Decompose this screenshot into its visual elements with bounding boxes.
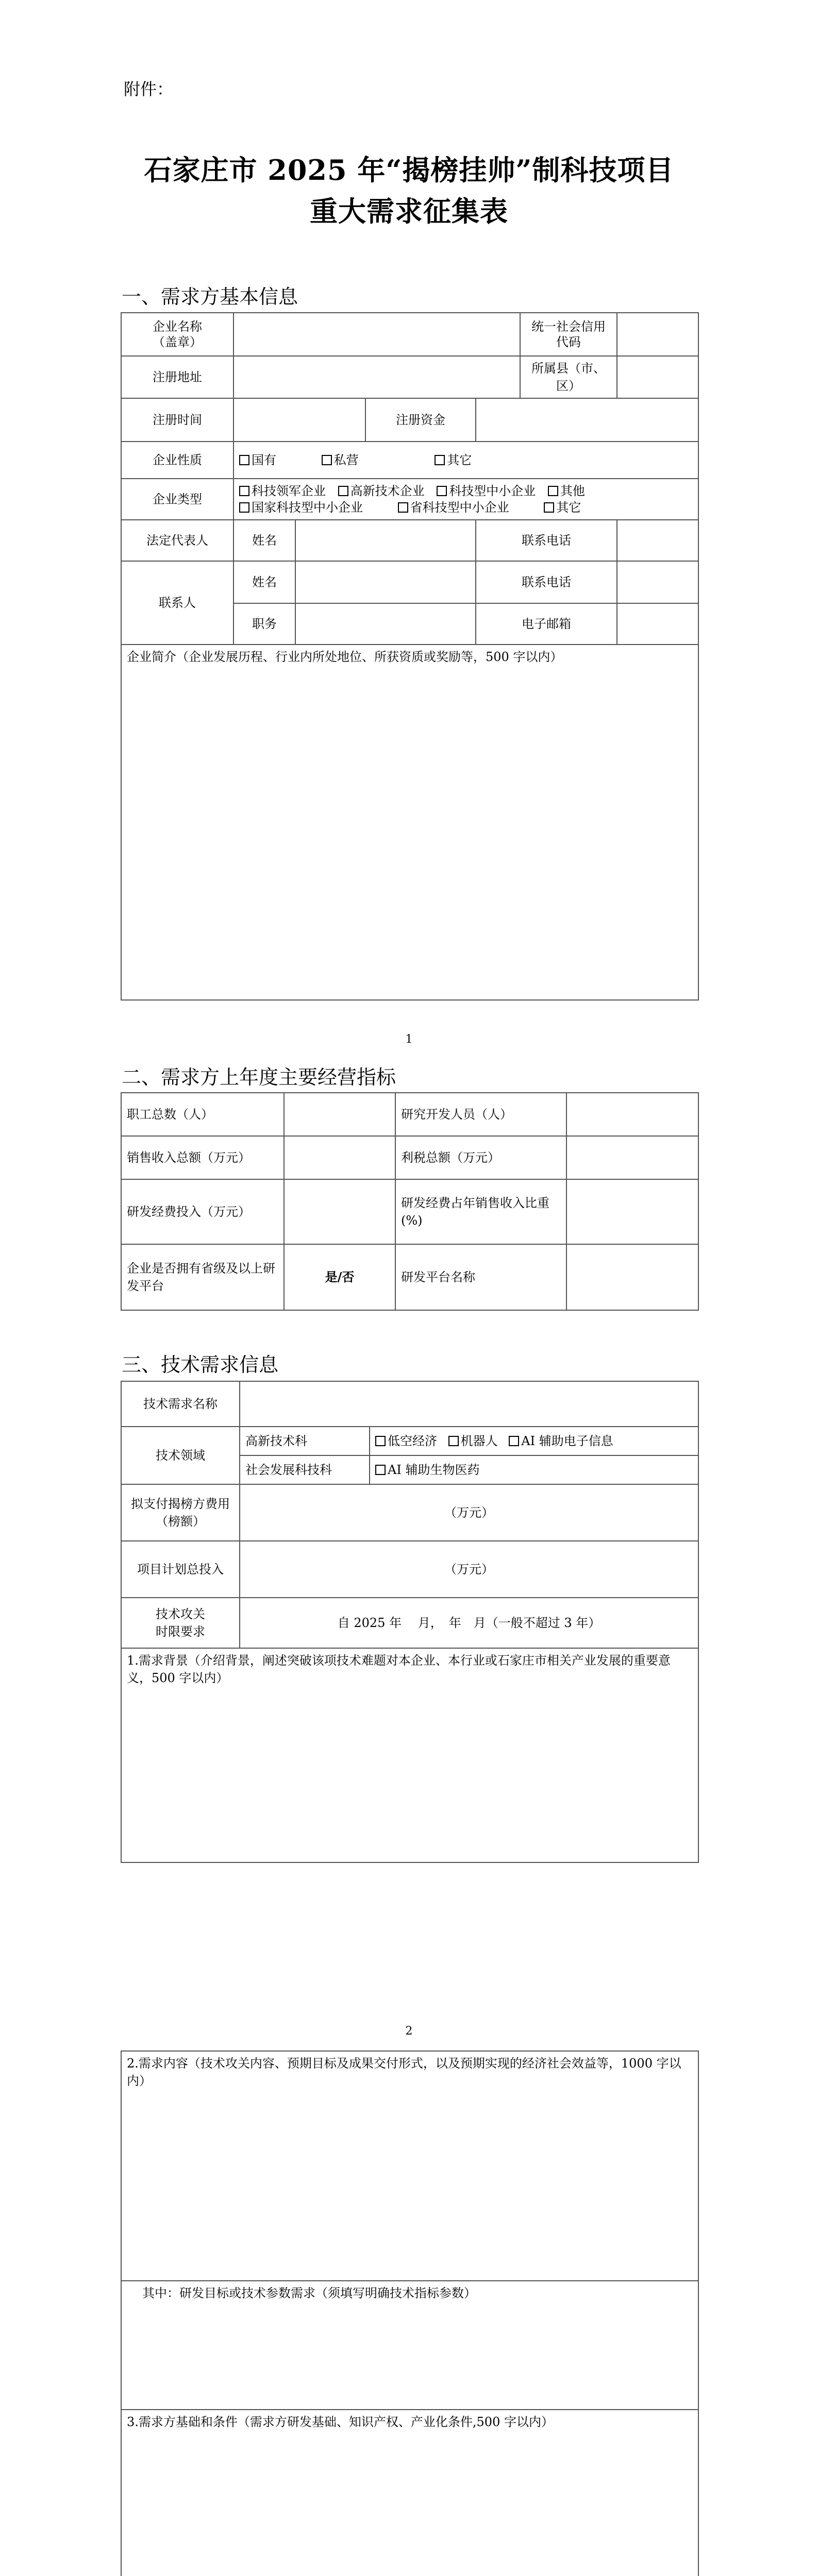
nature-option-state[interactable]: 国有 [239, 453, 276, 467]
yes-no-field[interactable]: 是/否 [284, 1244, 395, 1310]
type-option-provincial-sme[interactable]: 省科技型中小企业 [398, 500, 509, 515]
rd-input-field[interactable] [284, 1179, 395, 1244]
checkbox-icon [322, 455, 332, 465]
basis-field[interactable]: 3.需求方基础和条件（需求方研发基础、知识产权、产业化条件,500 字以内） [121, 2410, 698, 2576]
rd-ratio-label: 研发经费占年销售收入比重(%) [395, 1179, 566, 1244]
option-robot[interactable]: 机器人 [448, 1434, 498, 1448]
fee-label: 拟支付揭榜方费用（榜额） [121, 1484, 240, 1541]
contact-label: 联系人 [121, 561, 233, 645]
tech-demand-table [121, 1381, 699, 1863]
social-options [370, 1455, 698, 1484]
attachment-label: 附件： [124, 79, 174, 99]
deadline-label: 技术攻关 时限要求 [121, 1598, 240, 1648]
tax-label: 利税总额（万元） [395, 1136, 566, 1179]
basic-info-table [121, 312, 699, 1001]
demand-name-label: 技术需求名称 [121, 1381, 240, 1427]
contact-email-label: 电子邮箱 [476, 603, 617, 645]
platform-question-label: 企业是否拥有省级及以上研发平台 [121, 1244, 284, 1310]
type-option-other1[interactable]: 其他 [548, 484, 585, 498]
type-options [233, 479, 698, 520]
page-number-1: 1 [405, 1033, 413, 1046]
reg-address-field[interactable] [233, 356, 520, 398]
checkbox-icon [544, 502, 554, 513]
type-option-hitech[interactable]: 高新技术企业 [338, 484, 425, 498]
checkbox-icon [338, 486, 348, 496]
reg-capital-label: 注册资金 [365, 398, 476, 442]
sales-label: 销售收入总额（万元） [121, 1136, 284, 1179]
sales-field[interactable] [284, 1136, 395, 1179]
tech-field-label: 技术领域 [121, 1427, 240, 1484]
reg-address-label: 注册地址 [121, 356, 233, 398]
company-name-field[interactable] [233, 313, 520, 356]
type-option-sme[interactable]: 科技型中小企业 [437, 484, 536, 498]
checkbox-icon [548, 486, 558, 496]
contact-position-field[interactable] [295, 603, 476, 645]
option-low-altitude[interactable]: 低空经济 [375, 1434, 437, 1448]
nature-options [233, 442, 698, 479]
reg-capital-field[interactable] [476, 398, 698, 442]
type-label: 企业类型 [121, 479, 233, 520]
type-option-leader[interactable]: 科技领军企业 [239, 484, 326, 498]
fee-field[interactable]: （万元） [240, 1484, 698, 1541]
credit-code-label: 统一社会信用代码 [520, 313, 617, 356]
document-title-line2: 重大需求征集表 [310, 195, 508, 228]
staff-field[interactable] [284, 1093, 395, 1136]
demand-content-field[interactable]: 2.需求内容（技术攻关内容、预期目标及成果交付形式，以及预期实现的经济社会效益等，1000 字以内） [121, 2051, 698, 2281]
legal-rep-name-field[interactable] [295, 520, 476, 561]
checkbox-icon [239, 486, 249, 496]
nature-option-private[interactable]: 私营 [322, 453, 359, 467]
contact-name-field[interactable] [295, 561, 476, 603]
rd-staff-field[interactable] [566, 1093, 698, 1136]
checkbox-icon [509, 1436, 519, 1446]
platform-name-field[interactable] [566, 1244, 698, 1310]
legal-rep-phone-label: 联系电话 [476, 520, 617, 561]
demand-name-field[interactable] [240, 1381, 698, 1427]
total-investment-field[interactable]: （万元） [240, 1541, 698, 1598]
rd-input-label: 研发经费投入（万元） [121, 1179, 284, 1244]
contact-position-label: 职务 [233, 603, 295, 645]
indicators-table [121, 1092, 699, 1311]
nature-label: 企业性质 [121, 442, 233, 479]
checkbox-icon [375, 1436, 386, 1446]
reg-time-field[interactable] [233, 398, 365, 442]
rd-ratio-field[interactable] [566, 1179, 698, 1244]
reg-time-label: 注册时间 [121, 398, 233, 442]
background-field[interactable]: 1.需求背景（介绍背景，阐述突破该项技术难题对本企业、本行业或石家庄市相关产业发展的重要意义，500 字以内） [121, 1648, 698, 1862]
legal-rep-phone-field[interactable] [617, 520, 698, 561]
section2-heading: 二、需求方上年度主要经营指标 [122, 1066, 396, 1089]
checkbox-icon [398, 502, 408, 513]
legal-rep-name-label: 姓名 [233, 520, 295, 561]
option-ai-biomed[interactable]: AI 辅助生物医药 [375, 1463, 479, 1477]
document-title-line1: 石家庄市 2025 年“揭榜挂帅”制科技项目 [144, 154, 674, 187]
county-label: 所属县（市、区） [520, 356, 617, 398]
demand-detail-table [121, 2050, 699, 2576]
deadline-field[interactable]: 自 2025 年 月， 年 月（一般不超过 3 年） [240, 1598, 698, 1648]
total-investment-label: 项目计划总投入 [121, 1541, 240, 1598]
staff-label: 职工总数（人） [121, 1093, 284, 1136]
hitech-options [370, 1427, 698, 1455]
county-field[interactable] [617, 356, 698, 398]
page-number-2: 2 [405, 2025, 413, 2038]
platform-name-label: 研发平台名称 [395, 1244, 566, 1310]
checkbox-icon [239, 455, 249, 465]
checkbox-icon [437, 486, 447, 496]
legal-rep-label: 法定代表人 [121, 520, 233, 561]
option-ai-electronics[interactable]: AI 辅助电子信息 [509, 1434, 613, 1448]
type-option-national-sme[interactable]: 国家科技型中小企业 [239, 500, 363, 515]
company-intro-field[interactable]: 企业简介（企业发展历程、行业内所处地位、所获资质或奖励等，500 字以内） [121, 645, 698, 1000]
contact-name-label: 姓名 [233, 561, 295, 603]
contact-phone-label: 联系电话 [476, 561, 617, 603]
contact-email-field[interactable] [617, 603, 698, 645]
checkbox-icon [239, 502, 249, 513]
checkbox-icon [375, 1465, 386, 1475]
section1-heading: 一、需求方基本信息 [122, 285, 298, 308]
checkbox-icon [448, 1436, 459, 1446]
type-option-other2[interactable]: 其它 [544, 500, 581, 515]
credit-code-field[interactable] [617, 313, 698, 356]
checkbox-icon [435, 455, 445, 465]
contact-phone-field[interactable] [617, 561, 698, 603]
company-name-label: 企业名称 （盖章） [121, 313, 233, 356]
tax-field[interactable] [566, 1136, 698, 1179]
tech-targets-field[interactable]: 其中：研发目标或技术参数需求（须填写明确技术指标参数） [121, 2281, 698, 2410]
hitech-label: 高新技术科 [240, 1427, 370, 1455]
section3-heading: 三、技术需求信息 [122, 1353, 279, 1376]
rd-staff-label: 研究开发人员（人） [395, 1093, 566, 1136]
social-label: 社会发展科技科 [240, 1455, 370, 1484]
nature-option-other[interactable]: 其它 [435, 453, 472, 467]
